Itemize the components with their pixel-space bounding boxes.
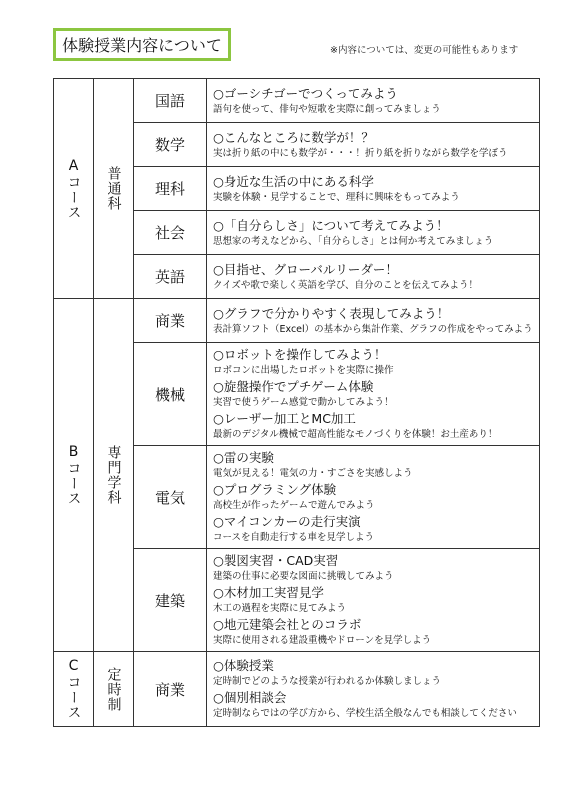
list-item	[213, 449, 533, 481]
subject-content	[207, 211, 540, 255]
item-desc: 実際に使用される建設重機やドローンを見学しよう	[213, 635, 432, 646]
item-desc: 高校生が作ったゲームで遊んでみよう	[213, 500, 375, 511]
item-title: ○製図実習・CAD実習	[213, 553, 339, 568]
item-title: ○プログラミング体験	[213, 482, 337, 497]
list-item	[213, 261, 533, 293]
subject-content	[207, 79, 540, 123]
change-notice: ※内容については、変更の可能性もあります	[330, 45, 519, 56]
item-title: ○雷の実験	[213, 450, 274, 465]
page-title: 体験授業内容について	[53, 28, 231, 61]
course-name: Bコース	[65, 444, 82, 506]
dept-name: 普通科	[105, 166, 122, 211]
item-title: ○グラフで分かりやすく表現してみよう！	[213, 305, 450, 321]
course-cell-a	[54, 79, 94, 299]
table-row	[54, 652, 540, 727]
list-item	[213, 689, 533, 721]
item-title: ○身近な生活の中にある科学	[213, 173, 374, 189]
item-desc: 最新のデジタル機械で超高性能なモノづくりを体験！お土産あり！	[213, 429, 498, 440]
subject-name: 機械	[134, 343, 207, 446]
item-desc: ロボコンに出場したロボットを実際に操作	[213, 365, 394, 376]
list-item	[213, 217, 533, 249]
subject-content	[207, 299, 540, 343]
dept-cell-b	[94, 299, 134, 652]
item-title: ○木材加工実習見学	[213, 585, 324, 600]
list-item	[213, 346, 533, 378]
course-cell-b	[54, 299, 94, 652]
table-row	[54, 79, 540, 123]
subject-name: 商業	[134, 652, 207, 727]
subject-name: 英語	[134, 255, 207, 299]
subject-name: 建築	[134, 549, 207, 652]
table-row	[54, 299, 540, 343]
list-item	[213, 616, 533, 648]
list-item	[213, 410, 533, 442]
list-item	[213, 305, 533, 337]
item-desc: 語句を使って、俳句や短歌を実際に創ってみましょう	[213, 103, 441, 115]
item-desc: 実験を体験・見学することで、理科に興味をもってみよう	[213, 191, 460, 203]
item-title: ○ゴーシチゴーでつくってみよう	[213, 85, 398, 101]
subject-content	[207, 123, 540, 167]
item-title: ○ロボットを操作してみよう！	[213, 347, 387, 362]
subject-name: 国語	[134, 79, 207, 123]
item-desc: クイズや歌で楽しく英語を学び、自分のことを伝えてみよう！	[213, 279, 479, 291]
item-title: ○こんなところに数学が！？	[213, 129, 374, 145]
list-item	[213, 657, 533, 689]
item-title: ○マイコンカーの走行実演	[213, 514, 361, 529]
item-title: ○「自分らしさ」について考えてみよう！	[213, 217, 449, 233]
course-table	[53, 78, 540, 727]
item-desc: 建築の仕事に必要な図面に挑戦してみよう	[213, 571, 394, 582]
dept-cell-c	[94, 652, 134, 727]
item-desc: 思想家の考えなどから、「自分らしさ」とは何か考えてみましょう	[213, 235, 494, 247]
list-item	[213, 129, 533, 161]
dept-cell-a	[94, 79, 134, 299]
subject-name: 商業	[134, 299, 207, 343]
item-desc: 実習で使うゲーム感覚で動かしてみよう！	[213, 397, 394, 408]
course-name: Cコース	[65, 658, 82, 720]
subject-name: 理科	[134, 167, 207, 211]
list-item	[213, 513, 533, 545]
item-title: ○レーザー加工とMC加工	[213, 411, 356, 426]
item-title: ○旋盤操作でプチゲーム体験	[213, 379, 374, 394]
list-item	[213, 378, 533, 410]
item-title: ○個別相談会	[213, 690, 287, 705]
dept-name: 定時制	[105, 666, 122, 712]
subject-name: 社会	[134, 211, 207, 255]
subject-name: 電気	[134, 446, 207, 549]
subject-content	[207, 446, 540, 549]
item-title: ○地元建築会社とのコラボ	[213, 617, 362, 632]
list-item	[213, 481, 533, 513]
course-name: Aコース	[65, 157, 82, 220]
dept-name: 専門学科	[105, 445, 122, 505]
subject-content	[207, 343, 540, 446]
subject-content	[207, 255, 540, 299]
list-item	[213, 552, 533, 584]
list-item	[213, 85, 533, 117]
list-item	[213, 584, 533, 616]
item-desc: コースを自動走行する車を見学しよう	[213, 532, 375, 543]
subject-name: 数学	[134, 123, 207, 167]
item-desc: 定時制ならではの学び方から、学校生活全般なんでも相談してください	[213, 708, 517, 719]
item-desc: 定時制でどのような授業が行われるか体験しましょう	[213, 676, 442, 687]
item-title: ○体験授業	[213, 658, 274, 673]
item-desc: 実は折り紙の中にも数学が・・・！折り紙を折りながら数学を学ぼう	[213, 147, 508, 159]
subject-content	[207, 652, 540, 727]
item-desc: 表計算ソフト（Excel）の基本から集計作業、グラフの作成をやってみよう	[213, 323, 533, 335]
item-title: ○目指せ、グローバルリーダー！	[213, 261, 398, 277]
item-desc: 木工の過程を実際に見てみよう	[213, 603, 347, 614]
course-cell-c	[54, 652, 94, 727]
list-item	[213, 173, 533, 205]
item-desc: 電気が見える！電気の力・すごさを実感しよう	[213, 468, 413, 479]
subject-content	[207, 167, 540, 211]
subject-content	[207, 549, 540, 652]
